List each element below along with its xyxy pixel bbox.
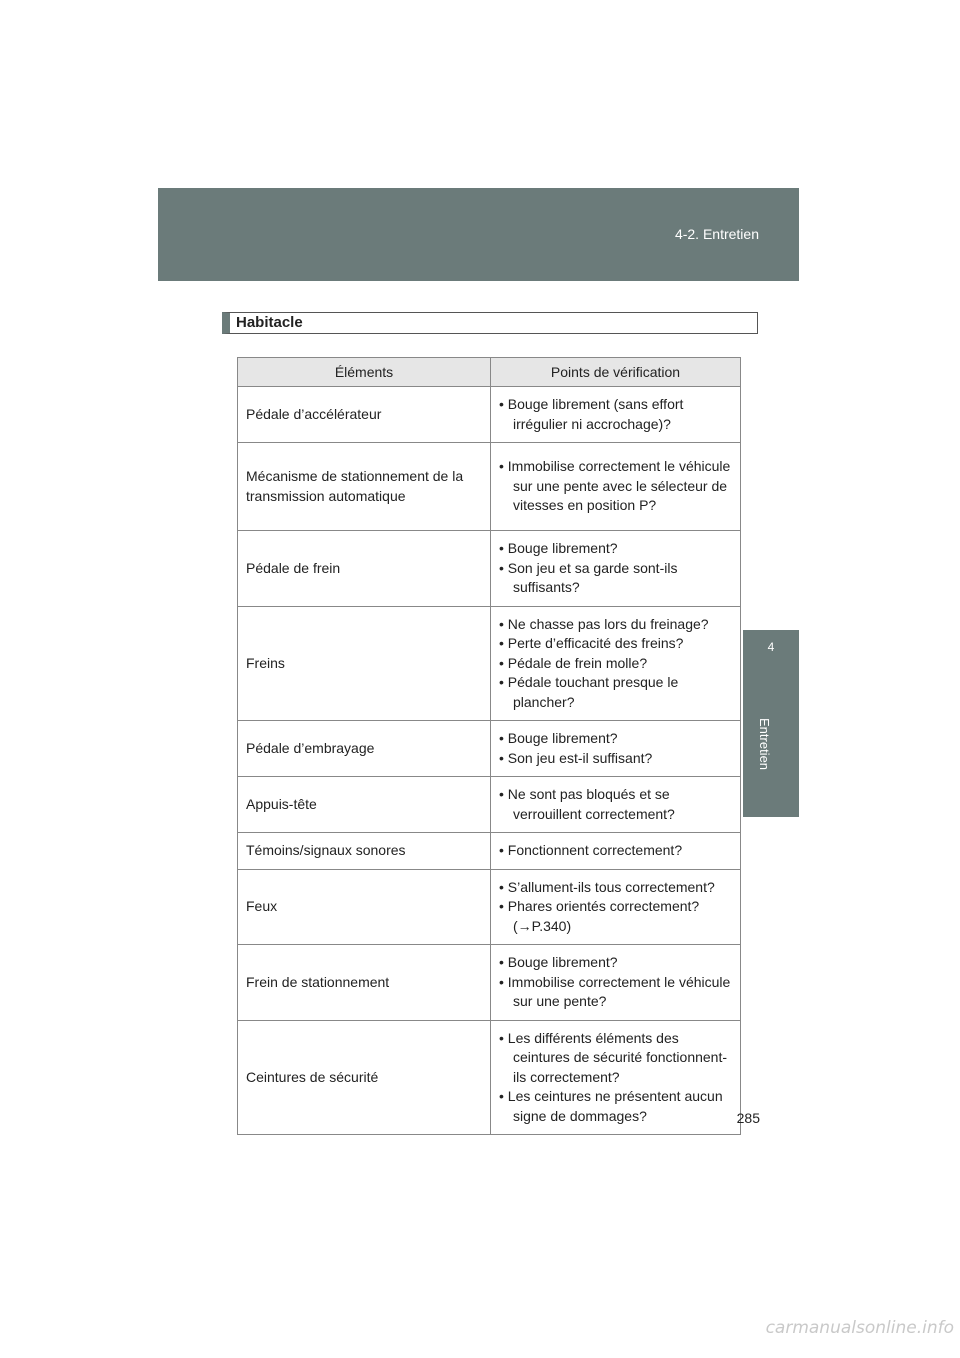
page-number: 285 (736, 1110, 760, 1126)
check-point-list (499, 953, 732, 1012)
check-point: • Pédale de frein molle? (499, 654, 648, 671)
check-point: • Bouge librement? (499, 954, 618, 970)
check-point: • Fonctionnent correctement? (499, 842, 683, 858)
column-header-items: Éléments (238, 358, 491, 387)
check-point: • Perte d’efficacité des freins? (499, 635, 684, 651)
check-point: • Immobilise correctement le véhicule sur une pente avec le sélecteur de vitesses en position P? (499, 458, 731, 514)
check-point: • Les ceintures ne présentent aucun signe de dommages? (499, 1088, 723, 1124)
check-point: • Bouge librement? (499, 730, 618, 746)
check-point-list (499, 878, 732, 937)
row-check-points (491, 869, 741, 945)
check-point: • Ne chasse pas lors du freinage? (499, 615, 709, 632)
row-item-label: Ceintures de sécurité (238, 1020, 491, 1135)
table-row (238, 443, 741, 531)
row-item-label: Pédale d’embrayage (238, 721, 491, 777)
row-check-points (491, 1020, 741, 1135)
table-row (238, 387, 741, 443)
table-row (238, 833, 741, 870)
check-point: • Immobilise correctement le véhicule sur une pente? (499, 973, 731, 1009)
check-point-list (499, 395, 732, 434)
row-check-points (491, 443, 741, 531)
table-row (238, 945, 741, 1021)
check-point: • Phares orientés correctement? (→P.340) (499, 898, 700, 934)
column-header-checks: Points de vérification (491, 358, 741, 387)
check-point: • Pédale touchant presque le plancher? (499, 674, 679, 710)
check-point: • Les différents éléments des ceintures de sécurité fonctionnent-ils correctement? (499, 1029, 728, 1085)
row-check-points (491, 721, 741, 777)
row-check-points (491, 777, 741, 833)
row-item-label: Frein de stationnement (238, 945, 491, 1021)
table-row (238, 721, 741, 777)
row-item-label: Pédale de frein (238, 531, 491, 607)
check-point: • Son jeu et sa garde sont-ils suffisants? (499, 559, 678, 595)
table-row (238, 606, 741, 721)
row-item-label: Mécanisme de stationnement de la transmission automatique (238, 443, 491, 531)
check-point-list (499, 615, 732, 713)
row-check-points (491, 387, 741, 443)
check-point-list (499, 539, 732, 598)
check-point: • S’allument-ils tous correctement? (499, 878, 715, 895)
section-header: 4-2. Entretien (674, 226, 759, 242)
check-point-list (499, 841, 732, 861)
row-check-points (491, 945, 741, 1021)
row-check-points (491, 833, 741, 870)
table-row (238, 1020, 741, 1135)
check-point-list (499, 785, 732, 824)
row-check-points (491, 531, 741, 607)
row-item-label: Pédale d’accélérateur (238, 387, 491, 443)
row-item-label: Feux (238, 869, 491, 945)
chapter-number: 4 (767, 640, 775, 654)
row-item-label: Témoins/signaux sonores (238, 833, 491, 870)
table-row (238, 869, 741, 945)
chapter-label: Entretien (757, 718, 772, 771)
watermark-logo: carmanualsonline.info (765, 1318, 954, 1338)
chapter-side-tab (743, 630, 799, 817)
table-row (238, 531, 741, 607)
inspection-table (237, 357, 741, 1135)
check-point-list (499, 457, 732, 516)
header-band (158, 188, 799, 281)
row-item-label: Freins (238, 606, 491, 721)
check-point: • Bouge librement? (499, 540, 618, 556)
check-point: • Bouge librement (sans effort irrégulier ni accrochage)? (499, 396, 684, 432)
check-point: • Son jeu est-il suffisant? (499, 749, 653, 766)
table-row (238, 777, 741, 833)
check-point-list (499, 729, 732, 768)
check-point-list (499, 1029, 732, 1127)
check-point: • Ne sont pas bloqués et se verrouillent correctement? (499, 786, 675, 822)
row-item-label: Appuis-tête (238, 777, 491, 833)
table-header-row (238, 358, 741, 387)
section-title: Habitacle (222, 312, 758, 334)
row-check-points (491, 606, 741, 721)
